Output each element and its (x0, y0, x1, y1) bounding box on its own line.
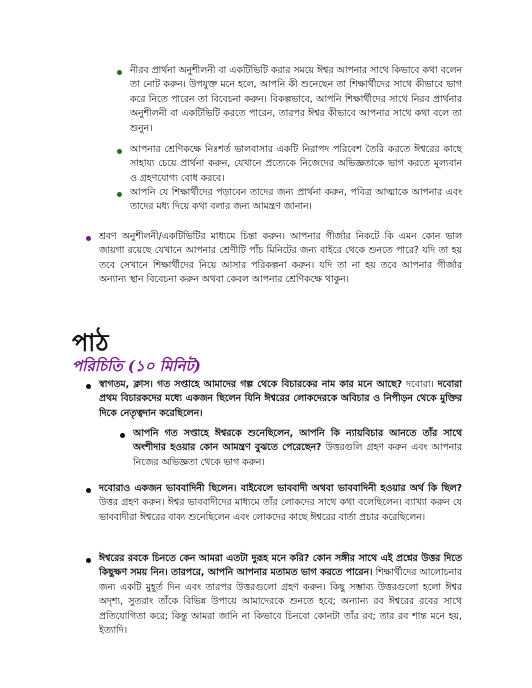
bullet-dot (86, 384, 91, 389)
bullet-dot (117, 70, 122, 75)
question-text: দবোরাও একজন ভাববাদিনী ছিলেন। বাইবেলে ভাববাদী অথবা ভাববাদিনী হওয়ার অর্থ কি ছিল? (99, 483, 462, 494)
question-text: ঈশ্বরের রবকে চিনতে কেন আমরা এতটা দুরূহ মনে করি? কোন সঙ্গীর সাথে এই প্রশ্নের উত্তর দিতে কিছুক্ষণ সময় নিন। তারপরে, আপনি আপনার মতামত ভাগ করতে পারেন। (99, 553, 462, 579)
paragraph: আপনি যে শিক্ষার্থীদের পড়াবেন তাদের জন্য প্রার্থনা করুন, পবিত্র আত্মাকে আপনার এবং তাদের মধ্য দিয়ে কথা বলার জন্য আমন্ত্রণ জানান। (130, 187, 462, 213)
listening-item (99, 230, 462, 288)
prayer-classroom-item (130, 143, 462, 186)
welcome-item (99, 378, 462, 421)
paragraph: আপনার শ্রেণিকক্ষে নিঃশর্ত ভালবাসার একটি নিরাপদ পরিবেশ তৈরি করতে ঈশ্বরের কাছে সাহায্য চেয়ে প্রার্থনা করুন, যেখানে প্রত্যেকে নিজেদের অভিজ্ঞতাকে ভাগ করতে মূল্যবান ও গ্রহণযোগ্য বোধ করবে। (130, 144, 462, 184)
invitation-item (133, 427, 462, 470)
instruction-text: উত্তরগুলি গ্রহণ করুন এবং আপনার নিজের অভিজ্ঞতা থেকে ভাগ করুন। (133, 442, 462, 468)
lesson-title: পাঠ (72, 328, 110, 357)
prayer-students-item (130, 186, 462, 215)
bullet-dot (86, 236, 91, 241)
voice-item (99, 552, 462, 638)
question-text: স্বাগতম, ক্লাস। গত সপ্তাহে আমাদের গল্প থেকে বিচারকের নাম কার মনে আছে? (99, 379, 403, 390)
instruction-text: শিক্ষার্থীদের আলোচনার জন্য একটি মুহূর্ত দিন এবং তারপর উত্তরগুলো গ্রহণ করুন। কিছু সম্ভাব্য উত্তরগুলো হলো ঈশ্বর অদৃশ্য, সুতরাং তাঁকে বিভিন্ন উপায়ে আমাদেরকে শুনতে হবে; অন্যান্য রব ঈশ্বরের রবের সাথে প্রতিযোগিতা করে; কিন্তু আমরা জানি না কিভাবে চিনবো কোনটা তাঁর রব; তার রব শান্ত মনে হয়, ইত্যাদি। (99, 567, 462, 637)
bullet-dot (86, 558, 91, 563)
bullet-dot (120, 433, 125, 438)
prophet-item (99, 482, 462, 525)
statement-text: দবোরা প্রথম বিচারকদের মধ্যে একজন ছিলেন যিনি ঈশ্বরের লোকদেরকে অবিচার ও নিপীড়ন থেকে মুক্তির দিকে নেতৃত্বদান করেছিলেন। (99, 379, 462, 419)
intro-heading: পরিচিতি (১০ মিনিট) (72, 357, 201, 375)
paragraph: নীরব প্রার্থনা অনুশীলনী বা একটিভিটি করার সময়ে ঈশ্বর আপনার সাথে কিভাবে কথা বলেন তা নোট করুন। উপযুক্ত মনে হলে, আপনি কী শুনেছেন তা শিক্ষার্থীদের সাথে কীভাবে ভাগ করে নিতে পারেন তা বিবেচনা করুন। বিকল্পভাবে, আপনি শিক্ষার্থীদের সাথে নিরব প্রার্থনার অনুশীলনী বা একটিভিটি করতে পারেন, তারপর ঈশ্বর কীভাবে আপনার সাথে কথা বলে তা শুনুন। (130, 65, 462, 134)
bullet-dot (86, 488, 91, 493)
instruction-text: উত্তর গ্রহণ করুন। ঈশ্বর ভাববাদীদের মাধ্যমে তাঁর লোকদের সাথে কথা বলেছিলেন। ব্যাখ্যা করুন যে ভাববাদীরা ঈশ্বরের বাক্য শুনেছিলেন এবং লোকদের কাছে ঈশ্বরের বার্তা প্রচার করেছিলেন। (99, 497, 462, 523)
prayer-note-item (130, 64, 462, 136)
question-text: আপনি গত সপ্তাহে ঈশ্বরকে শুনেছিলেন, আপনি কি ন্যায়বিচার আনতে তাঁর সাথে অংশীদার হওয়ার কোন আমন্ত্রণ বুঝতে পেরেছেন? (133, 428, 462, 454)
bullet-dot (117, 192, 122, 197)
paragraph: শ্রবণ অনুশীলনী/একটিভিটির মাধ্যমে চিন্তা করুন। আপনার গীর্জার নিকটে কি এমন কোন ভাল জায়গা রয়েছে যেখানে আপনার শ্রেণীটি পাঁচ মিনিটের জন্য বাইরে থেকে শুনতে পারে? যদি তা হয় তবে সেখানে শিক্ষার্থীদের নিয়ে আসার পরিকল্পনা করুন। যদি তা না হয় তবে আপনার গীর্জার অন্যান্য স্থান বিবেচনা করুন অথবা কেবল আপনার শ্রেণিকক্ষে থাকুন। (99, 231, 462, 286)
bullet-dot (117, 149, 122, 154)
answer-text: দবোরা। (402, 379, 438, 390)
